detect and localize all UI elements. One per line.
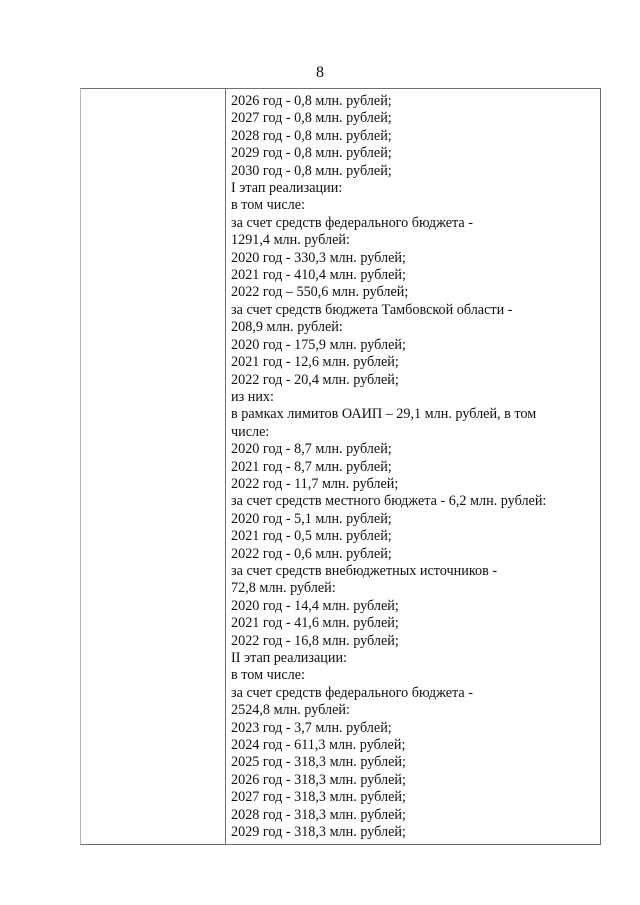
funding-line: в том числе: — [231, 197, 305, 214]
funding-line: из них: — [231, 388, 274, 405]
funding-line: 2023 год - 3,7 млн. рублей; — [231, 719, 392, 736]
funding-line: за счет средств бюджета Тамбовской области - — [231, 301, 513, 318]
funding-line: 2025 год - 318,3 млн. рублей; — [231, 754, 406, 771]
funding-line: 2028 год - 0,8 млн. рублей; — [231, 127, 392, 144]
page-number: 8 — [316, 64, 324, 81]
funding-line: 2029 год - 0,8 млн. рублей; — [231, 145, 392, 162]
funding-line: 2027 год - 0,8 млн. рублей; — [231, 110, 392, 127]
funding-line: 208,9 млн. рублей: — [231, 319, 343, 336]
funding-line: 2028 год - 318,3 млн. рублей; — [231, 806, 406, 823]
table-right-cell — [231, 93, 593, 841]
funding-line: 2021 год - 8,7 млн. рублей; — [231, 458, 392, 475]
funding-line: II этап реализации: — [231, 650, 347, 666]
funding-line: 2021 год - 12,6 млн. рублей; — [231, 354, 399, 371]
funding-table — [80, 88, 601, 845]
funding-line: 2020 год - 5,1 млн. рублей; — [231, 510, 392, 527]
funding-line: 2022 год - 11,7 млн. рублей; — [231, 475, 399, 492]
funding-line: 2020 год - 330,3 млн. рублей; — [231, 249, 406, 266]
funding-line: 72,8 млн. рублей: — [231, 580, 336, 597]
funding-line: за счет средств внебюджетных источников - — [231, 562, 498, 579]
table-left-cell — [81, 89, 226, 844]
funding-line: 2022 год - 0,6 млн. рублей; — [231, 545, 392, 562]
funding-line: за счет средств местного бюджета - 6,2 млн. рублей: — [231, 493, 547, 510]
funding-line: 2030 год - 0,8 млн. рублей; — [231, 162, 392, 179]
funding-line: 2024 год - 611,3 млн. рублей; — [231, 737, 406, 754]
funding-line: за счет средств федерального бюджета - — [231, 684, 473, 701]
funding-line: 2029 год - 318,3 млн. рублей; — [231, 824, 406, 841]
funding-line: 2020 год - 14,4 млн. рублей; — [231, 597, 399, 614]
funding-line: 2026 год - 318,3 млн. рублей; — [231, 771, 406, 788]
funding-line: 2026 год - 0,8 млн. рублей; — [231, 93, 392, 109]
funding-line: 2022 год - 16,8 млн. рублей; — [231, 632, 399, 649]
funding-line: 2524,8 млн. рублей: — [231, 702, 350, 719]
funding-line: в рамках лимитов ОАИП – 29,1 млн. рублей, в том — [231, 406, 537, 423]
funding-line: 2022 год – 550,6 млн. рублей; — [231, 284, 409, 301]
funding-line: I этап реализации: — [231, 180, 343, 197]
funding-line: в том числе: — [231, 667, 305, 684]
funding-line: 2022 год - 20,4 млн. рублей; — [231, 371, 399, 388]
funding-line: 2021 год - 410,4 млн. рублей; — [231, 267, 406, 284]
funding-line: 1291,4 млн. рублей: — [231, 232, 350, 249]
funding-line: 2021 год - 0,5 млн. рублей; — [231, 528, 392, 545]
funding-line: 2020 год - 175,9 млн. рублей; — [231, 336, 406, 353]
funding-line: числе: — [231, 423, 270, 440]
funding-line: за счет средств федерального бюджета - — [231, 214, 473, 231]
funding-line: 2020 год - 8,7 млн. рублей; — [231, 441, 392, 458]
funding-line: 2027 год - 318,3 млн. рублей; — [231, 789, 406, 806]
funding-line: 2021 год - 41,6 млн. рублей; — [231, 615, 399, 632]
